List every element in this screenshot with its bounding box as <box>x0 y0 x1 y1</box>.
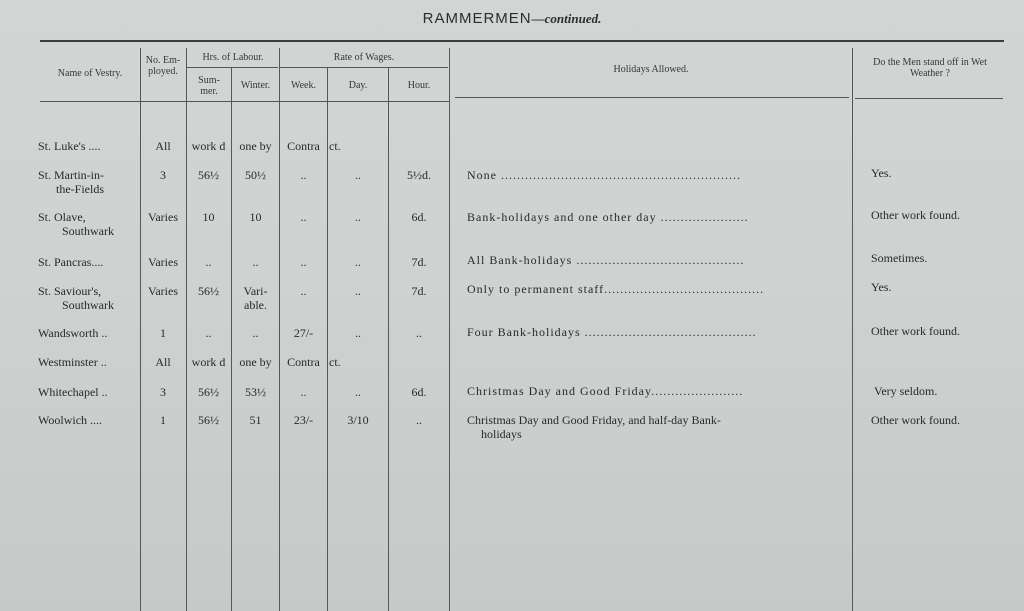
row-holidays: Christmas Day and Good Friday....................... <box>467 384 744 398</box>
row-holidays: All Bank-holidays .......................................... <box>467 253 745 267</box>
row-day: .. <box>355 326 361 340</box>
row-winter: one by <box>239 355 272 369</box>
col-divider <box>852 48 853 611</box>
row-vestry-line2: the-Fields <box>56 182 104 196</box>
row-vestry: Whitechapel .. <box>38 385 108 399</box>
row-hour: 6d. <box>411 210 427 224</box>
row-week: .. <box>300 168 307 182</box>
row-summer: 56½ <box>198 413 219 427</box>
title-suffix: —continued. <box>531 11 602 26</box>
row-employed: 3 <box>160 385 166 399</box>
row-day: .. <box>355 210 361 224</box>
row-day: .. <box>355 284 361 298</box>
row-holidays-line2: holidays <box>481 427 522 441</box>
row-hour: 6d. <box>411 385 427 399</box>
row-vestry: St. Pancras.... <box>38 255 104 269</box>
row-week: Contra <box>287 139 320 153</box>
row-holidays: Only to permanent staff........................................ <box>467 282 765 296</box>
col-divider <box>449 48 450 611</box>
row-winter: 51 <box>249 413 262 427</box>
row-summer: work d <box>191 355 226 369</box>
row-week: Contra <box>287 355 320 369</box>
row-employed: 3 <box>160 168 166 182</box>
header-hour: Hour. <box>407 80 431 91</box>
row-employed: Varies <box>148 284 178 298</box>
row-winter: 53½ <box>245 385 266 399</box>
row-employed: 1 <box>160 413 166 427</box>
header-wages: Rate of Wages. <box>333 52 395 63</box>
top-rule <box>40 40 1004 42</box>
row-winter: one by <box>239 139 272 153</box>
row-vestry: St. Luke's .... <box>38 139 101 153</box>
row-employed: All <box>155 355 171 369</box>
header-hours: Hrs. of Labour. <box>202 52 264 63</box>
row-week: 23/- <box>293 413 314 427</box>
header-day: Day. <box>348 80 368 91</box>
header-bottom-rule-3 <box>855 98 1003 99</box>
row-summer: .. <box>205 326 212 340</box>
page-title <box>0 10 1024 27</box>
row-vestry: Woolwich .... <box>38 413 103 427</box>
row-wet: Other work found. <box>871 208 960 222</box>
row-week: .. <box>300 385 307 399</box>
row-hour: .. <box>416 326 422 340</box>
row-employed: Varies <box>148 255 178 269</box>
row-vestry: Westminster .. <box>38 355 107 369</box>
row-winter: .. <box>252 255 259 269</box>
row-wet: Yes. <box>871 166 892 180</box>
row-hour: .. <box>416 413 422 427</box>
row-vestry: St. Martin-in- <box>38 168 104 182</box>
row-day: ct. <box>329 139 341 153</box>
row-vestry: St. Saviour's, <box>38 284 102 298</box>
row-holidays: None ............................................................ <box>467 168 741 182</box>
row-hour: 7d. <box>411 284 427 298</box>
header-week: Week. <box>290 80 316 91</box>
row-holidays: Bank-holidays and one other day ...................... <box>467 210 749 224</box>
row-summer: 10 <box>202 210 215 224</box>
row-week: .. <box>300 210 307 224</box>
row-day: 3/10 <box>347 413 369 427</box>
row-week: .. <box>300 255 307 269</box>
header-winter: Winter. <box>240 80 271 91</box>
row-summer: work d <box>191 139 226 153</box>
header-bottom-rule-2 <box>455 97 849 98</box>
row-wet: Yes. <box>871 280 892 294</box>
title-main: RAMMERMEN <box>422 10 532 27</box>
hours-subrule <box>186 67 278 68</box>
row-winter-line2: able. <box>244 298 267 312</box>
row-summer: 56½ <box>198 284 219 298</box>
row-day: .. <box>355 168 361 182</box>
row-employed: Varies <box>148 210 178 224</box>
row-vestry-line2: Southwark <box>62 224 114 238</box>
row-holidays: Christmas Day and Good Friday, and half-day Bank- <box>467 413 721 427</box>
row-wet: Sometimes. <box>871 251 928 265</box>
row-holidays: Four Bank-holidays ........................................... <box>467 325 757 339</box>
row-wet: Very seldom. <box>874 384 938 398</box>
row-day: .. <box>355 385 361 399</box>
header-wet-weather: Do the Men stand off in Wet Weather ? <box>873 57 987 79</box>
row-vestry-line2: Southwark <box>62 298 114 312</box>
wages-subrule <box>280 67 448 68</box>
row-week: 27/- <box>293 326 314 340</box>
row-winter: 50½ <box>245 168 266 182</box>
row-winter: Vari- <box>243 284 268 298</box>
row-day: ct. <box>329 355 341 369</box>
row-hour: 7d. <box>411 255 427 269</box>
header-holidays: Holidays Allowed. <box>613 64 689 75</box>
row-hour: 5½d. <box>407 168 431 182</box>
row-winter: 10 <box>249 210 262 224</box>
row-day: .. <box>355 255 361 269</box>
row-week: .. <box>300 284 307 298</box>
row-summer: 56½ <box>198 385 219 399</box>
row-employed: All <box>155 139 171 153</box>
header-employed: No. Em- ployed. <box>145 55 181 77</box>
row-winter: .. <box>252 326 259 340</box>
header-vestry: Name of Vestry. <box>57 68 123 79</box>
header-summer: Sum- mer. <box>198 75 220 97</box>
row-summer: .. <box>205 255 212 269</box>
row-wet: Other work found. <box>871 324 960 338</box>
row-summer: 56½ <box>198 168 219 182</box>
row-wet: Other work found. <box>871 413 960 427</box>
row-vestry: St. Olave, <box>38 210 86 224</box>
row-employed: 1 <box>160 326 166 340</box>
row-vestry: Wandsworth .. <box>38 326 108 340</box>
